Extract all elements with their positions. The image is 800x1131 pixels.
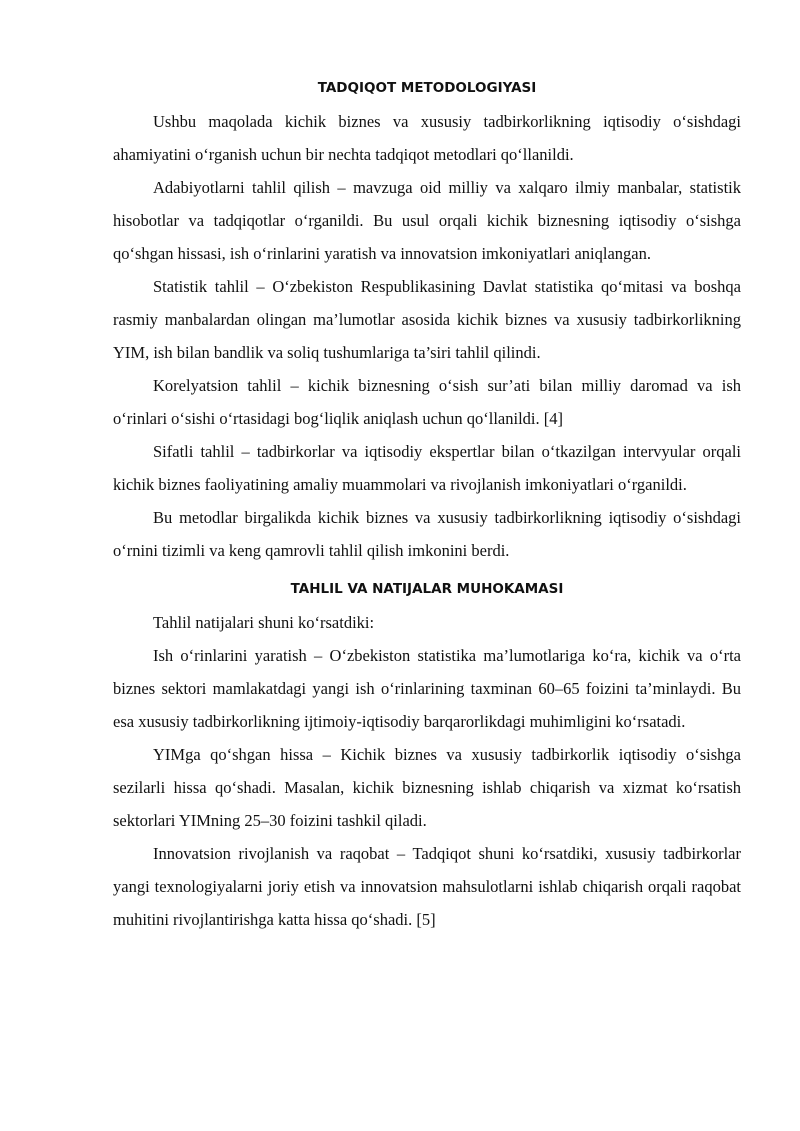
section-heading-methodology: TADQIQOT METODOLOGIYASI bbox=[317, 80, 537, 96]
paragraph: YIMga qo‘shgan hissa – Kichik biznes va xususiy tadbirkorlik iqtisodiy o‘sishga sezilarli hissa qo‘shadi. Masalan, kichik biznesning ishlab chiqarish va xizmat ko‘rsatish sektorlari YIMning 25–30 foizini tashkil qiladi. bbox=[113, 745, 741, 830]
paragraph: Ish o‘rinlarini yaratish – O‘zbekiston statistika ma’lumotlariga ko‘ra, kichik va o‘rta biznes sektori mamlakatdagi yangi ish o‘rinlarining taxminan 60–65 foizini ta’minlaydi. Bu esa xususiy tadbirkorlikning ijtimoiy-iqtisodiy barqarorlikdagi muhimligini ko‘rsatadi. bbox=[113, 646, 741, 731]
paragraph: Bu metodlar birgalikda kichik biznes va xususiy tadbirkorlikning iqtisodiy o‘sishdagi o‘rnini tizimli va keng qamrovli tahlil qilish imkonini berdi. bbox=[113, 508, 741, 560]
paragraph: Adabiyotlarni tahlil qilish – mavzuga oid milliy va xalqaro ilmiy manbalar, statistik hisobotlar va tadqiqotlar o‘rganildi. Bu usul orqali kichik biznesning iqtisodiy o‘sishga qo‘shgan hissasi, ish o‘rinlarini yaratish va innovatsion imkoniyatlari aniqlangan. bbox=[113, 178, 741, 263]
paragraph: Tahlil natijalari shuni ko‘rsatdiki: bbox=[153, 613, 375, 632]
document-page bbox=[113, 72, 741, 936]
paragraph: Sifatli tahlil – tadbirkorlar va iqtisodiy ekspertlar bilan o‘tkazilgan intervyular orqali kichik biznes faoliyatining amaliy muammolari va rivojlanish imkoniyatlari o‘rganildi. bbox=[113, 442, 741, 494]
paragraph: Statistik tahlil – O‘zbekiston Respublikasining Davlat statistika qo‘mitasi va boshqa rasmiy manbalardan olingan ma’lumotlar asosida kichik biznes va xususiy tadbirkorlikning YIM, ish bilan bandlik va soliq tushumlariga ta’siri tahlil qilindi. bbox=[113, 277, 741, 362]
paragraph: Ushbu maqolada kichik biznes va xususiy tadbirkorlikning iqtisodiy o‘sishdagi ahamiyatini o‘rganish uchun bir nechta tadqiqot metodlari qo‘llanildi. bbox=[113, 112, 741, 164]
paragraph: Korelyatsion tahlil – kichik biznesning o‘sish sur’ati bilan milliy daromad va ish o‘rinlari o‘sishi o‘rtasidagi bog‘liqlik aniqlash uchun qo‘llanildi. [4] bbox=[113, 376, 741, 428]
section-heading-results: TAHLIL VA NATIJALAR MUHOKAMASI bbox=[290, 581, 564, 597]
paragraph: Innovatsion rivojlanish va raqobat – Tadqiqot shuni ko‘rsatdiki, xususiy tadbirkorlar yangi texnologiyalarni joriy etish va innovatsion mahsulotlarni ishlab chiqarish orqali raqobat muhitini rivojlantirishga katta hissa qo‘shadi. [5] bbox=[113, 844, 741, 929]
